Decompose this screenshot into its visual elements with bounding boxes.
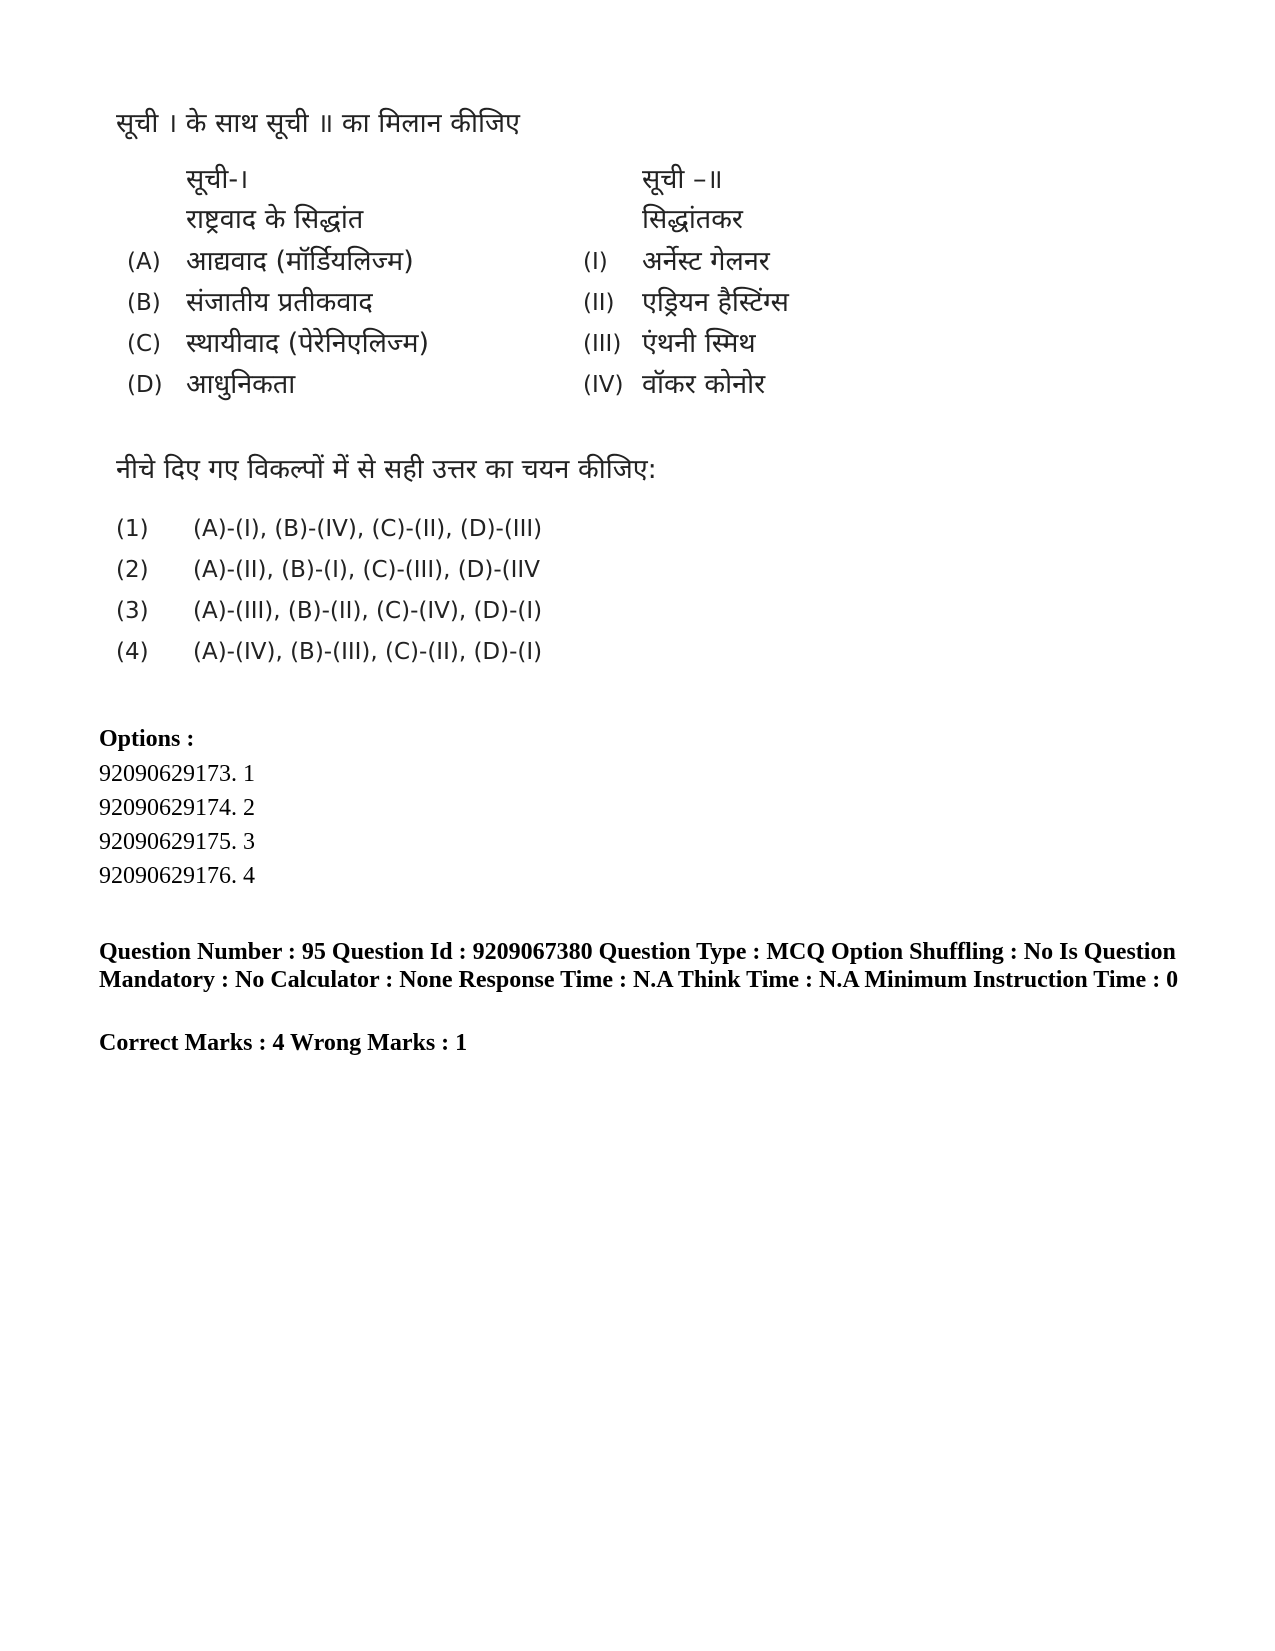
list1-title: सूची-। [186, 164, 249, 195]
answer-choice [0, 592, 1275, 630]
list2-label: (I) [583, 249, 608, 275]
option-item: 92090629175. 3 [99, 829, 255, 855]
list2-item: अर्नेस्ट गेलनर [642, 246, 770, 277]
question-marks: Correct Marks : 4 Wrong Marks : 1 [99, 1030, 468, 1056]
answer-choice [0, 510, 1275, 548]
list1-label: (D) [127, 372, 163, 398]
choice-text: (A)-(I), (B)-(IV), (C)-(II), (D)-(III) [193, 516, 543, 542]
question-image [0, 0, 1275, 700]
answer-choice [0, 633, 1275, 671]
list1-label: (C) [127, 331, 162, 357]
choice-number: (2) [116, 557, 149, 583]
list1-item: स्थायीवाद (पेरेनिएलिज्म) [186, 328, 430, 359]
answer-prompt: नीचे दिए गए विकल्पों में से सही उत्तर का चयन कीजिए: [116, 454, 657, 485]
choice-number: (3) [116, 598, 149, 624]
list1-item: आद्यवाद (मॉर्डियलिज्म) [186, 246, 414, 277]
list1-item: आधुनिकता [186, 369, 296, 400]
match-row [0, 242, 1275, 282]
list2-label: (II) [583, 290, 615, 316]
choice-number: (4) [116, 639, 149, 665]
list2-item: एंथनी स्मिथ [642, 328, 756, 359]
choice-text: (A)-(II), (B)-(I), (C)-(III), (D)-(IIV [193, 557, 540, 583]
list2-label: (III) [583, 331, 622, 357]
question-meta: Question Number : 95 Question Id : 9209067380 Question Type : MCQ Option Shuffling : No Is Question Mandatory : No Calculator : None Response Time : N.A Think Time : N.A Minimum Instruction Time : 0 [99, 939, 1179, 993]
list2-title: सूची –॥ [642, 164, 723, 195]
list1-label: (A) [127, 249, 161, 275]
option-item: 92090629174. 2 [99, 795, 255, 821]
match-instruction: सूची । के साथ सूची ॥ का मिलान कीजिए [116, 108, 520, 139]
list1-subtitle: राष्ट्रवाद के सिद्धांत [186, 204, 364, 235]
options-heading: Options : [99, 726, 195, 752]
option-item: 92090629173. 1 [99, 761, 255, 787]
choice-number: (1) [116, 516, 149, 542]
match-row [0, 365, 1275, 405]
choice-text: (A)-(IV), (B)-(III), (C)-(II), (D)-(I) [193, 639, 543, 665]
answer-choice [0, 551, 1275, 589]
list2-label: (IV) [583, 372, 624, 398]
list1-label: (B) [127, 290, 161, 316]
match-row [0, 283, 1275, 323]
list1-item: संजातीय प्रतीकवाद [186, 287, 373, 318]
list2-item: वॉकर कोनोर [642, 369, 766, 400]
list2-subtitle: सिद्धांतकर [642, 204, 743, 235]
list2-item: एड्रियन हैस्टिंग्स [642, 287, 789, 318]
match-row [0, 324, 1275, 364]
option-item: 92090629176. 4 [99, 863, 255, 889]
choice-text: (A)-(III), (B)-(II), (C)-(IV), (D)-(I) [193, 598, 543, 624]
